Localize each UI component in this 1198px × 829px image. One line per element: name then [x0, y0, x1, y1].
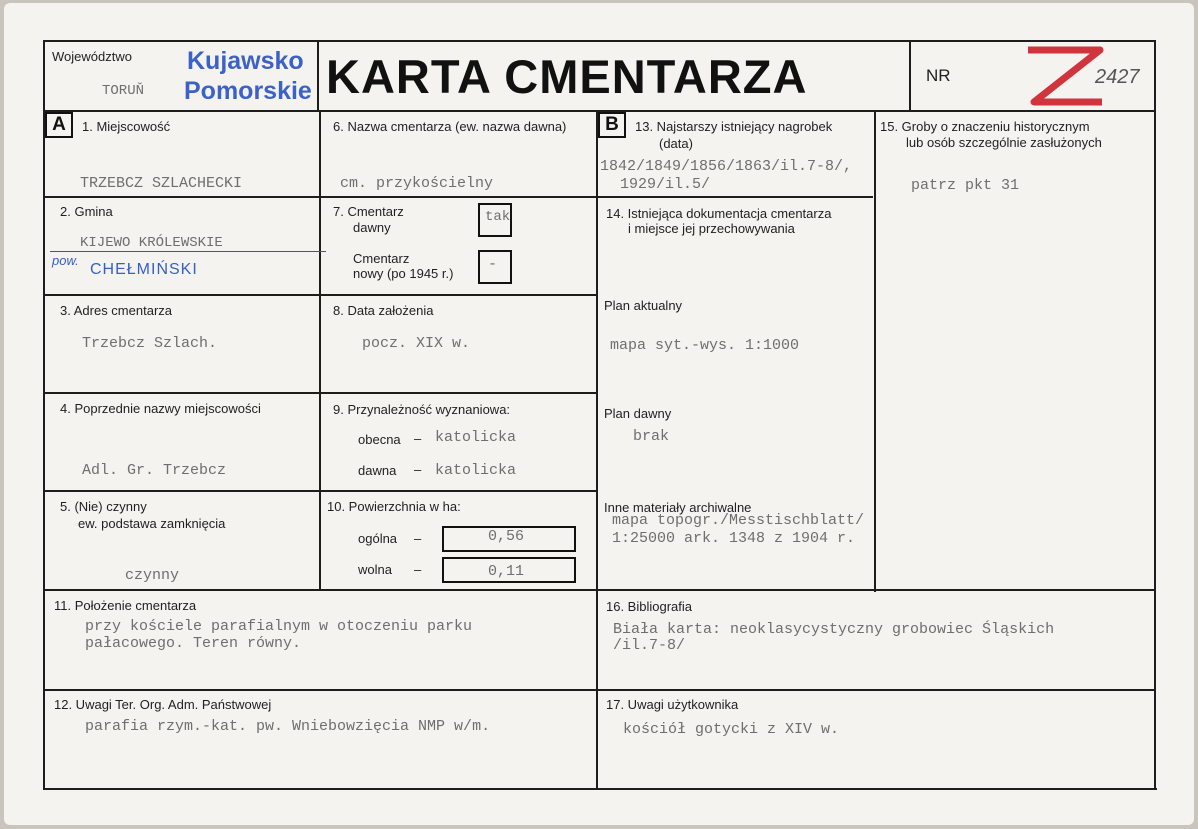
- section-a-badge: A: [45, 112, 73, 138]
- field-5-label-1: 5. (Nie) czynny: [60, 499, 147, 514]
- field-13-label-2: (data): [659, 136, 693, 151]
- plan-aktualny-value: mapa syt.-wys. 1:1000: [610, 337, 800, 354]
- field-15-value: patrz pkt 31: [911, 177, 1020, 194]
- row-divider-1: [43, 196, 873, 198]
- field-17-value: kościół gotycki z XIV w.: [623, 721, 840, 738]
- card-title: KARTA CMENTARZA: [326, 50, 808, 103]
- field-14-label-1: 14. Istniejąca dokumentacja cmentarza: [606, 206, 832, 221]
- wojewodztwo-label: Województwo: [52, 49, 132, 64]
- field-13-label-1: 13. Najstarszy istniejący nagrobek: [635, 119, 833, 134]
- field-2-pow-prefix: pow.: [52, 253, 79, 268]
- field-16-line-2: /il.7-8/: [613, 637, 686, 654]
- field-2-underline: [50, 251, 326, 252]
- field-7-nowy-value: -: [488, 256, 498, 273]
- field-17-label: 17. Uwagi użytkownika: [606, 697, 739, 712]
- field-1-label: 1. Miejscowość: [82, 119, 171, 134]
- field-11-label: 11. Położenie cmentarza: [54, 598, 197, 613]
- plan-dawny-label: Plan dawny: [604, 406, 672, 421]
- field-10-ogolna-value: 0,56: [488, 528, 525, 545]
- field-12-value: parafia rzym.-kat. pw. Wniebowzięcia NMP w/m.: [85, 718, 491, 735]
- field-9-obecna-label: obecna: [358, 432, 401, 447]
- field-5-label-2: ew. podstawa zamknięcia: [78, 516, 226, 531]
- frame-right: [1154, 40, 1156, 790]
- stamp-line-1: Kujawsko: [187, 47, 304, 75]
- nr-label: NR: [926, 66, 951, 85]
- field-3-value: Trzebcz Szlach.: [82, 335, 218, 352]
- field-9-obecna-value: katolicka: [435, 429, 517, 446]
- field-2-value: KIJEWO KRÓLEWSKIE: [80, 235, 223, 251]
- field-13-line-2: 1929/il.5/: [620, 176, 711, 193]
- field-3-label: 3. Adres cmentarza: [60, 303, 172, 318]
- field-4-value: Adl. Gr. Trzebcz: [82, 462, 227, 479]
- field-7-nowy-label-1: Cmentarz: [353, 251, 410, 266]
- inne-materialy-label: Inne materiały archiwalne: [604, 500, 752, 515]
- row-divider-6: [43, 689, 1155, 691]
- stamp-line-2: Pomorskie: [184, 77, 312, 105]
- field-8-value: pocz. XIX w.: [362, 335, 471, 352]
- frame-left: [43, 40, 45, 790]
- wojewodztwo-typed: TORUŇ: [102, 83, 145, 99]
- field-10-wolna-value: 0,11: [488, 563, 525, 580]
- field-10-wolna-dash: –: [414, 562, 422, 577]
- field-7-nowy-label-2: nowy (po 1945 r.): [353, 266, 454, 281]
- plan-dawny-value: brak: [633, 428, 670, 445]
- field-16-line-1: Biała karta: neoklasycystyczny grobowiec Śląskich: [613, 621, 1055, 638]
- field-9-dawna-dash: –: [414, 462, 422, 477]
- field-1-value: TRZEBCZ SZLACHECKI: [80, 175, 243, 192]
- field-7-dawny-label: dawny: [353, 220, 391, 235]
- row-divider-5: [43, 589, 1155, 591]
- field-10-ogolna-dash: –: [414, 531, 422, 546]
- field-14-label-2: i miejsce jej przechowywania: [628, 221, 795, 236]
- field-12-label: 12. Uwagi Ter. Org. Adm. Państwowej: [54, 697, 272, 712]
- row-divider-2: [43, 294, 598, 296]
- field-9-dawna-label: dawna: [358, 463, 397, 478]
- field-16-label: 16. Bibliografia: [606, 599, 692, 614]
- col-divider-3: [874, 110, 876, 592]
- field-13-line-1: 1842/1849/1856/1863/il.7-8/,: [600, 158, 853, 175]
- field-7-dawny-value: tak: [485, 209, 511, 225]
- field-11-line-2: pałacowego. Teren równy.: [85, 635, 302, 652]
- header-vline-1: [317, 40, 319, 112]
- field-6-label: 6. Nazwa cmentarza (ew. nazwa dawna): [333, 119, 567, 134]
- field-10-wolna-label: wolna: [358, 562, 392, 577]
- field-2-pow-value: CHEŁMIŃSKI: [90, 261, 198, 278]
- row-divider-3: [43, 392, 598, 394]
- field-7-label: 7. Cmentarz: [333, 204, 404, 219]
- inne-materialy-line-2: 1:25000 ark. 1348 z 1904 r.: [612, 530, 856, 547]
- field-15-label-1: 15. Groby o znaczeniu historycznym: [880, 119, 1090, 134]
- field-11-line-1: przy kościele parafialnym w otoczeniu parku: [85, 618, 473, 635]
- nr-number: 2427: [1095, 66, 1140, 88]
- field-2-label: 2. Gmina: [60, 204, 113, 219]
- field-15-label-2: lub osób szczególnie zasłużonych: [906, 135, 1102, 150]
- header-vline-2: [909, 40, 911, 112]
- frame-top: [43, 40, 1155, 42]
- inne-materialy-line-1: mapa topogr./Messtischblatt/: [612, 512, 865, 529]
- row-divider-4: [43, 490, 598, 492]
- section-b-badge: B: [598, 112, 626, 138]
- field-10-ogolna-label: ogólna: [358, 531, 398, 546]
- field-9-obecna-dash: –: [414, 431, 422, 446]
- field-6-value: cm. przykościelny: [340, 175, 494, 192]
- field-9-label: 9. Przynależność wyznaniowa:: [333, 402, 511, 417]
- field-10-label: 10. Powierzchnia w ha:: [327, 499, 461, 514]
- field-8-label: 8. Data założenia: [333, 303, 434, 318]
- field-9-dawna-value: katolicka: [435, 462, 517, 479]
- frame-bottom: [44, 788, 1157, 790]
- col-divider-2: [596, 110, 598, 790]
- col-divider-1: [319, 110, 321, 590]
- field-5-value: czynny: [125, 567, 180, 584]
- field-4-label: 4. Poprzednie nazwy miejscowości: [60, 401, 261, 416]
- plan-aktualny-label: Plan aktualny: [604, 298, 683, 313]
